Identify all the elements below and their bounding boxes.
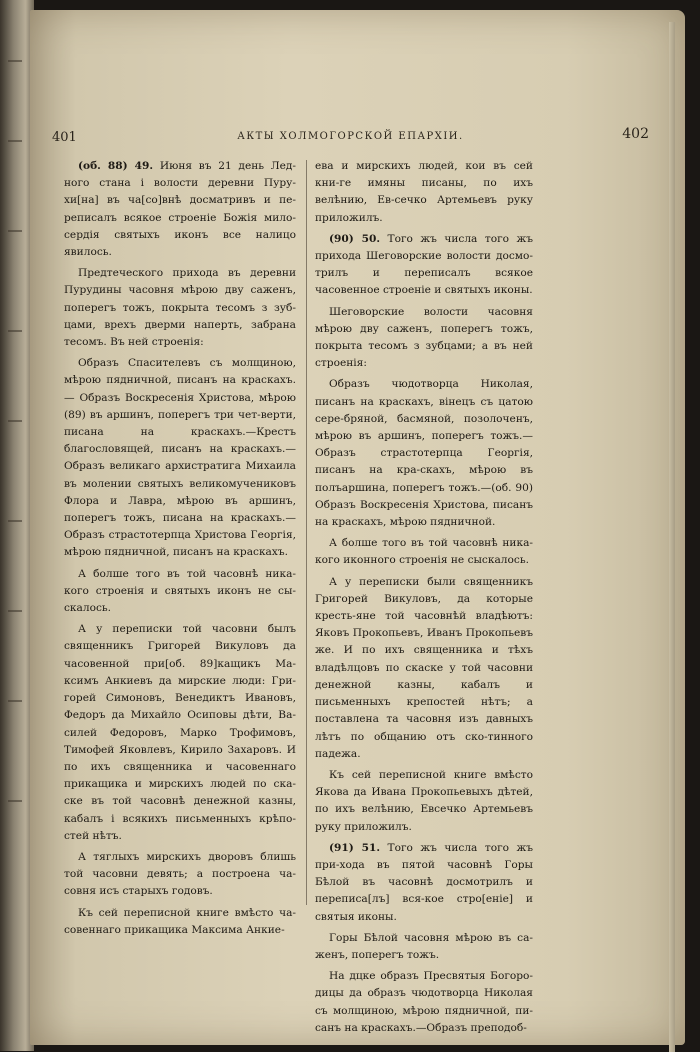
paragraph (315, 968, 533, 1037)
paragraph-text: Горы Бѣлой часовня мѣрою въ са-женъ, поперегъ тожъ. (315, 931, 533, 961)
paragraph (315, 304, 533, 373)
column-divider (306, 160, 307, 905)
paragraph (64, 265, 296, 351)
entry-marker: (90) 50. (329, 232, 381, 245)
entry-marker: (91) 51. (329, 841, 381, 854)
paragraph (64, 905, 296, 939)
book-page (30, 10, 685, 1045)
running-title: АКТЫ ХОЛМОГОРСКОЙ ЕПАРХІИ. (237, 131, 464, 142)
paragraph (64, 849, 296, 901)
paragraph (64, 355, 296, 561)
paragraph-text: Того жъ числа того жъ при-хода въ пятой часовнѣ Горы Бѣлой въ часовнѣ досмотрилъ и переписа[лъ] вся-кое стро[еніе] и святыя иконы. (315, 841, 533, 923)
paragraph-text: ева и мирскихъ людей, кои въ сей кни-ге имяны писаны, по ихъ велѣнию, Ев-сечко Артемьевъ руку приложилъ. (315, 160, 533, 224)
paragraph (315, 158, 533, 227)
paragraph-text: Къ сей переписной книге вмѣсто Якова да Ивана Прокопьевыхъ дѣтей, по ихъ велѣнию, Евсечко Артемьевъ руку приложилъ. (315, 768, 533, 833)
paragraph-text: Июня въ 21 день Лед-ного стана і волости деревни Пуру-хи[на] въ ча[со]внѣ досматривъ и пе-реписалъ всякое строеніе Божія мило-сердія святыхъ иконъ все налицо явилось. (64, 160, 296, 259)
paragraph-text: Образъ чюдотворца Николая, писанъ на краскахъ, вінецъ съ цатою сере-бряной, басмяной, позолоченъ, мѣрою въ аршинъ, поперегъ тожъ.—Образъ страстотерпца Георгія, писанъ на кра-скахъ, мѣрою въ полъаршина, поперегъ тожъ.—(об. 90) Образъ Воскресенія Христова, писанъ на краскахъ, мѣрою пядничной. (315, 378, 533, 529)
paragraph-text: Образъ Спасителевъ съ молщиною, мѣрою пядничной, писанъ на краскахъ.— Образъ Воскресенія Христова, мѣрою (89) въ аршинъ, поперегъ три чет-верти, писана на краскахъ.—Крестъ благословящей, писанъ на краскахъ.— Образъ великаго архистратига Михаила въ молении святыхъ великомучениковъ Флора и Лавра, мѣрою въ аршинъ, поперегъ тожъ, писана на краскахъ.— Образъ страстотерпца Христова Георгія, мѣрою пядничной, писанъ на краскахъ. (64, 357, 296, 559)
paragraph-text: А у переписки были священникъ Григорей Викуловъ, да которые кресть-яне той часовнѣй владѣютъ: Яковъ Прокопьевъ, Иванъ Прокопьевъ же. И по ихъ священника и тѣхъ владѣлцовъ по скаске у той часовни денежной казны, кабалъ и письменныхъ крепостей нѣтъ; а поставлена та часовня изъ давныхъ лѣтъ по общанию отъ ско-тинного падежа. (315, 575, 533, 760)
paragraph (64, 566, 296, 618)
paragraph (315, 930, 533, 964)
right-column (315, 158, 533, 1041)
paragraph (315, 535, 533, 569)
paragraph (315, 574, 533, 763)
paragraph-text: На дцке образъ Пресвятыя Богоро-дицы да образъ чюдотворца Николая съ молщиною, мѣрою пядничной, пи-санъ на краскахъ.—Образъ преподоб- (315, 970, 533, 1034)
left-column (64, 158, 296, 943)
paragraph-text: Шеговорские волости часовня мѣрою дву саженъ, поперегъ тожъ, покрыта тесомъ з зубцами; а въ ней строенія: (315, 305, 533, 370)
paragraph-text: А болше того въ той часовнѣ ника-кого иконного строенія не сыскалось. (315, 537, 533, 567)
paragraph (315, 376, 533, 531)
paragraph (315, 231, 533, 300)
paragraph (64, 158, 296, 261)
paragraph-text: А у переписки той часовни былъ священникъ Григорей Викуловъ да часовенной при[об. 89]кащикъ Ма-ксимъ Анкиевъ да мирские люди: Гри-горей Симоновъ, Венедиктъ Ивановъ, Федоръ да Михайло Осиповы дѣти, Ва-силей Федоровъ, Марко Трофимовъ, Тимофей Яковлевъ, Кирило Захаровъ. И по ихъ священника и часовеннаго прикащика и мирскихъ людей по ска-ске въ той часовнѣ денежной казны, кабалъ і всякихъ письменныхъ крѣпо-стей нѣтъ. (64, 623, 296, 842)
running-head (52, 128, 649, 148)
paragraph-text: Къ сей переписной книге вмѣсто ча-совеннаго прикащика Максима Анкие- (64, 906, 296, 936)
page-number-left: 401 (52, 130, 77, 145)
paragraph-text: Того жъ числа того жъ прихода Шеговорские волости досмо-трилъ и переписалъ всякое часовенное строеніе и святыхъ иконы. (315, 232, 533, 297)
paragraph (64, 621, 296, 845)
paragraph-text: А тяглыхъ мирскихъ дворовъ блишь той часовни девять; а построена ча-совня исъ старыхъ годовъ. (64, 850, 296, 898)
paragraph (315, 767, 533, 836)
paragraph (315, 840, 533, 926)
page-edge (669, 22, 675, 1052)
paragraph-text: Предтеческого прихода въ деревни Пурудины часовня мѣрою дву саженъ, поперегъ тожъ, покрыта тесомъ з зуб-цами, врехъ дверми наперть, забрана тесомъ. Въ ней строенія: (64, 267, 296, 349)
entry-marker: (об. 88) 49. (78, 160, 154, 172)
paragraph-text: А болше того въ той часовнѣ ника-кого строенія и святыхъ иконъ не сы-скалось. (64, 567, 296, 615)
page-number-right: 402 (622, 126, 649, 142)
previous-page-edge (0, 0, 34, 1051)
